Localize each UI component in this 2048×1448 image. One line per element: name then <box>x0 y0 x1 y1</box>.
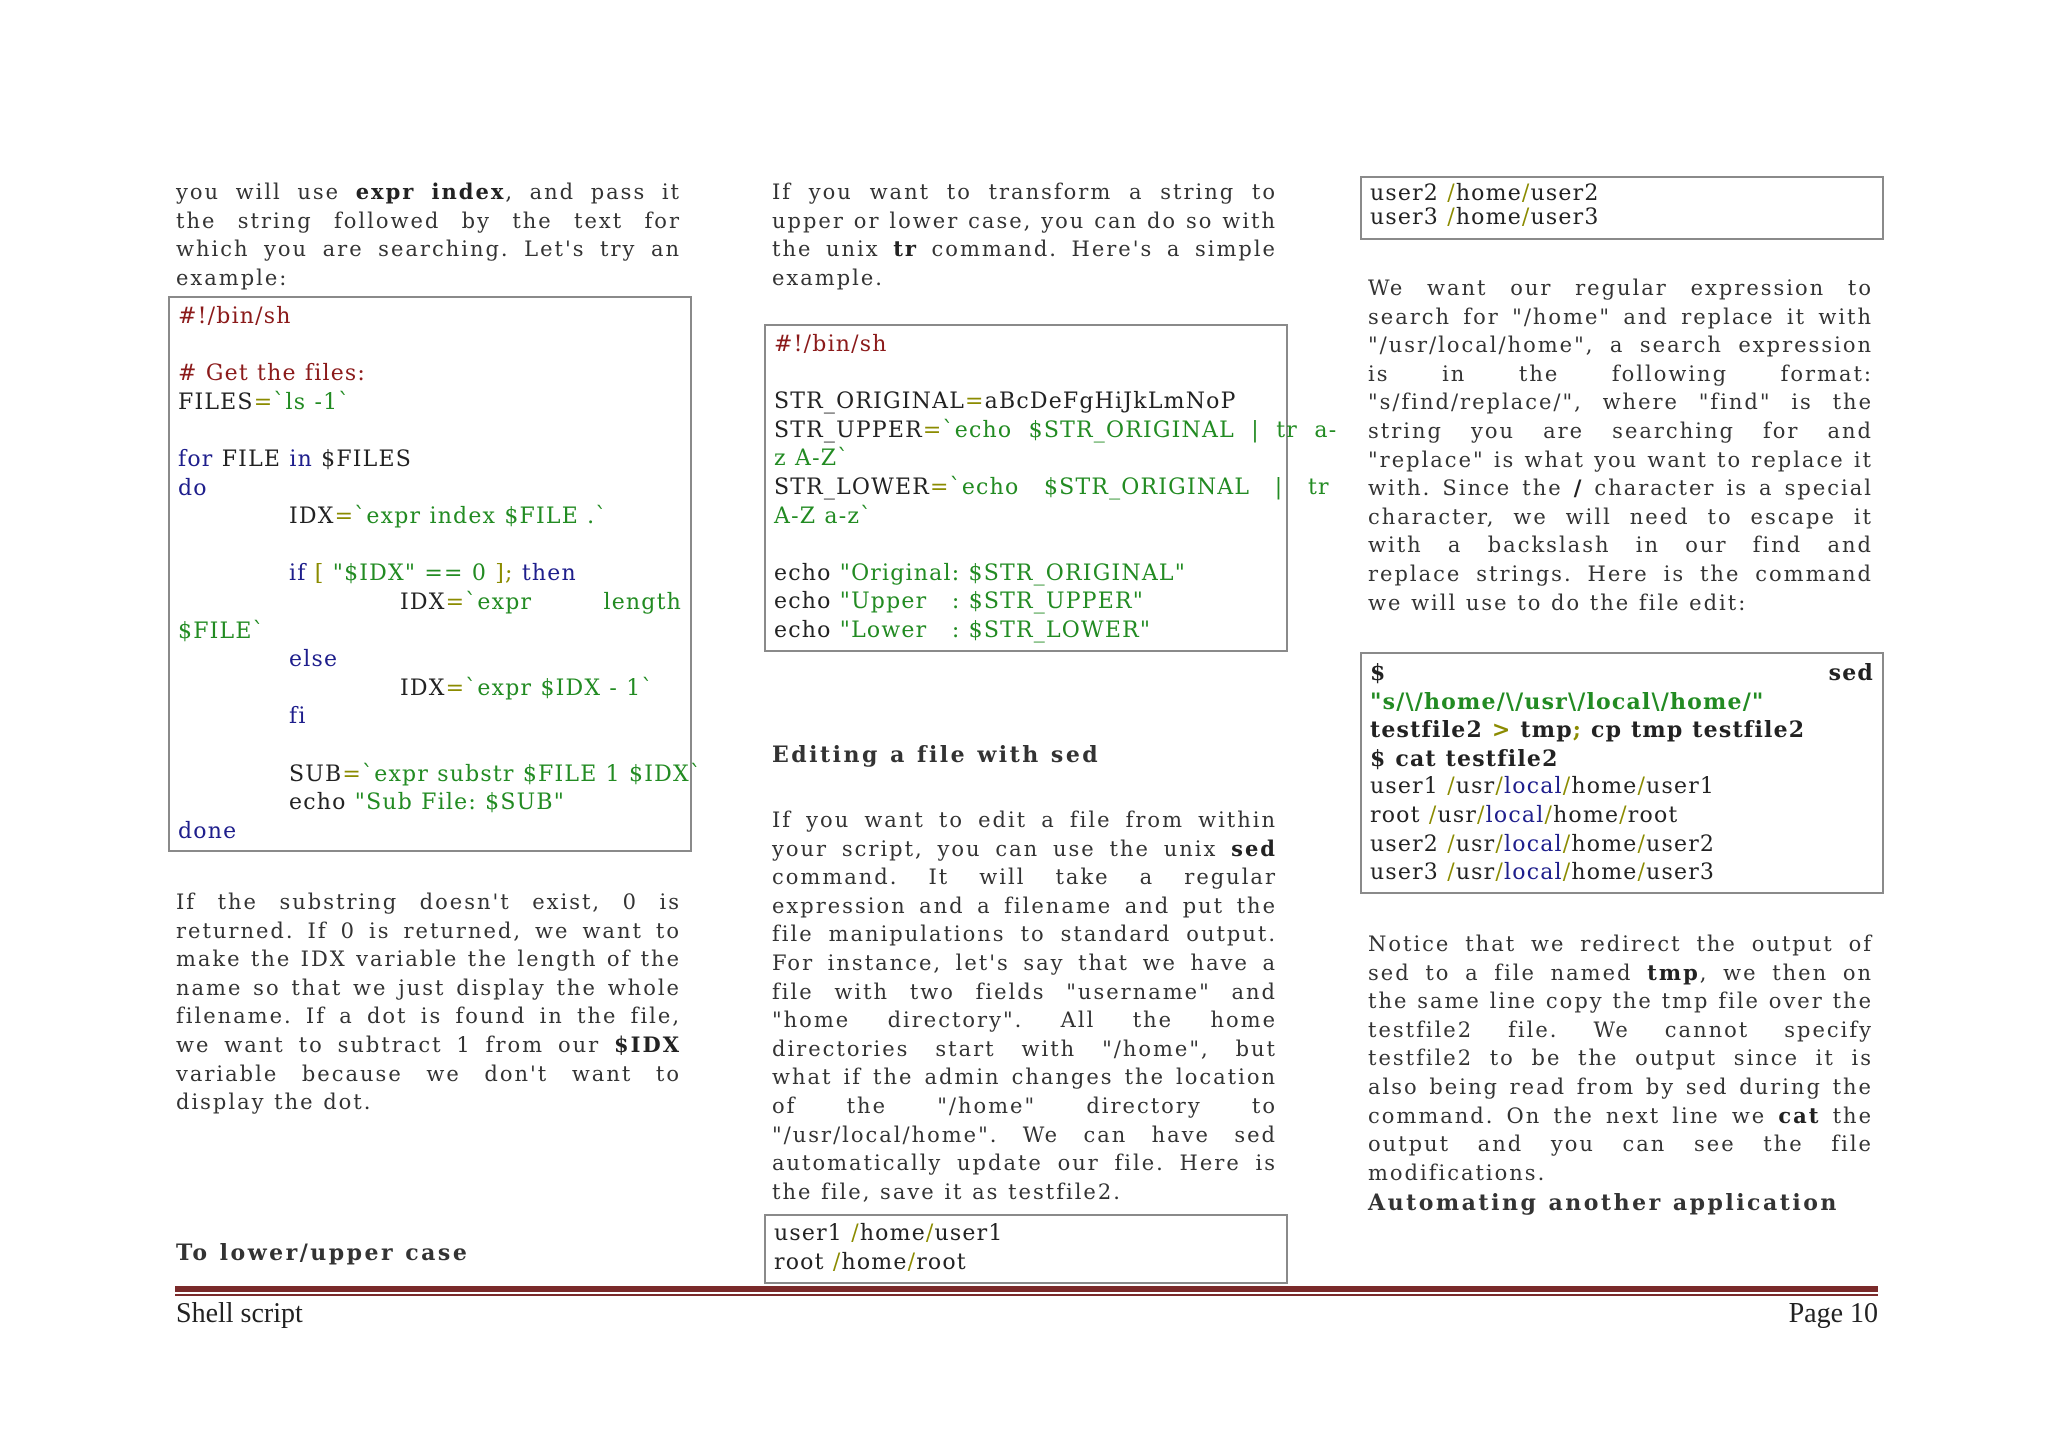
code-blank <box>774 360 1278 389</box>
code-line: IDX=`expr $IDX - 1` <box>400 675 654 701</box>
code-block-testfile2 <box>764 1214 1288 1284</box>
code-line: A-Z a-z` <box>774 503 873 529</box>
code-line: STR_LOWER=`echo $STR_ORIGINAL | tr <box>774 474 1330 500</box>
code-line: user1 /home/user1 <box>774 1221 1004 1246</box>
code-line: STR_UPPER=`echo $STR_ORIGINAL | tr a- <box>774 417 1338 443</box>
code-line: user1 /usr/local/home/user1 <box>1370 774 1716 800</box>
col3-regex-explanation: We want our regular expression to search for "/home" and replace it with "/usr/local/home", a search expression is in the following format: "s/find/replace/", where "find" is the string you are searching for and "replace" is what you want to replace it with. Since the / character is a special character, we will need to escape it with a backslash in our find and replace strings. Here is the command we will use to do the file edit: <box>1368 276 1873 615</box>
code-line: "s/\/home/\/usr\/local\/home/" <box>1370 688 1765 715</box>
code-line: root /usr/local/home/root <box>1370 802 1679 828</box>
code-blank <box>178 732 682 761</box>
code-line: if [ "$IDX" == 0 ]; then <box>289 561 577 587</box>
col1-explanation: If the substring doesn't exist, 0 is returned. If 0 is returned, we want to make the IDX variable the length of the name so that we just display the whole filename. If a dot is found in the file, we want to subtract 1 from our $IDX variable because we don't want to display the dot. <box>176 890 681 1115</box>
col3-notice: Notice that we redirect the output of sed to a file named tmp, we then on the same line copy the tmp file over the testfile2 file. We cannot specify testfile2 to be the output since it is also being read from by sed during the command. On the next line we cat the output and you can see the file modifications. <box>1368 932 1873 1185</box>
code-line: for FILE in $FILES <box>178 446 413 472</box>
code-line: testfile2 > tmp; cp tmp testfile2 <box>1370 717 1806 744</box>
heading-lower-upper-case: To lower/upper case <box>176 1240 470 1266</box>
code-line: #!/bin/sh <box>774 332 888 357</box>
code-line: done <box>178 818 238 844</box>
code-line: root /home/root <box>774 1249 967 1275</box>
footer-rule-thin <box>175 1294 1878 1296</box>
code-line: SUB=`expr substr $FILE 1 $IDX` <box>289 761 703 787</box>
code-block-testfile2-cont <box>1360 176 1884 240</box>
code-line: echo "Sub File: $SUB" <box>289 790 566 816</box>
col2-intro: If you want to transform a string to upper or lower case, you can do so with the unix tr command. Here's a simple example. <box>772 180 1277 290</box>
code-line: echo "Lower : $STR_LOWER" <box>774 617 1152 643</box>
code-line: fi <box>289 704 307 730</box>
code-line: user3 /usr/local/home/user3 <box>1370 860 1716 886</box>
code-line: user2 /usr/local/home/user2 <box>1370 831 1716 857</box>
code-line: $ sed <box>1370 660 1874 686</box>
code-line: do <box>178 475 208 501</box>
footer-page-number: Page 10 <box>1788 1298 1878 1329</box>
code-line: IDX=`expr index $FILE .` <box>289 504 608 530</box>
code-line: $ cat testfile2 <box>1370 745 1559 772</box>
code-line: # Get the files: <box>178 361 367 387</box>
code-block-sed-command <box>1360 652 1884 894</box>
code-blank <box>774 531 1278 560</box>
col1-intro: you will use expr index, and pass it the string followed by the text for which you are searching. Let's try an example: <box>176 179 681 290</box>
code-line: z A-Z` <box>774 446 850 472</box>
code-block-tr <box>764 324 1338 652</box>
code-line: user2 /home/user2 <box>1370 181 1600 206</box>
code-blank <box>178 532 682 561</box>
code-line: $FILE` <box>178 618 265 644</box>
code-line: echo "Original: $STR_ORIGINAL" <box>774 560 1187 586</box>
code-line: FILES=`ls -1` <box>178 389 351 415</box>
code-line: else <box>289 647 339 673</box>
code-line: #!/bin/sh <box>178 304 292 329</box>
heading-automating-application: Automating another application <box>1368 1190 1839 1216</box>
code-line: user3 /home/user3 <box>1370 205 1600 230</box>
col2-sed-explanation: If you want to edit a file from within your script, you can use the unix sed command. It will take a regular expression and a filename and put the file manipulations to standard output. For instance, let's say that we have a file with two fields "username" and "home directory". All the home directories start with "/home", but what if the admin changes the location of the "/home" directory to "/usr/local/home". We can have sed automatically update our file. Here is the file, save it as testfile2. <box>772 808 1277 1204</box>
heading-editing-with-sed: Editing a file with sed <box>772 742 1101 768</box>
code-blank <box>178 332 682 361</box>
footer-rule-thick <box>175 1286 1878 1292</box>
code-line: STR_ORIGINAL=aBcDeFgHiJkLmNoP <box>774 389 1237 415</box>
footer-document-title: Shell script <box>176 1298 303 1329</box>
code-blank <box>178 417 682 446</box>
code-block-substring <box>168 296 703 852</box>
code-line: echo "Upper : $STR_UPPER" <box>774 589 1145 615</box>
code-line: IDX=`expr length <box>400 589 682 615</box>
